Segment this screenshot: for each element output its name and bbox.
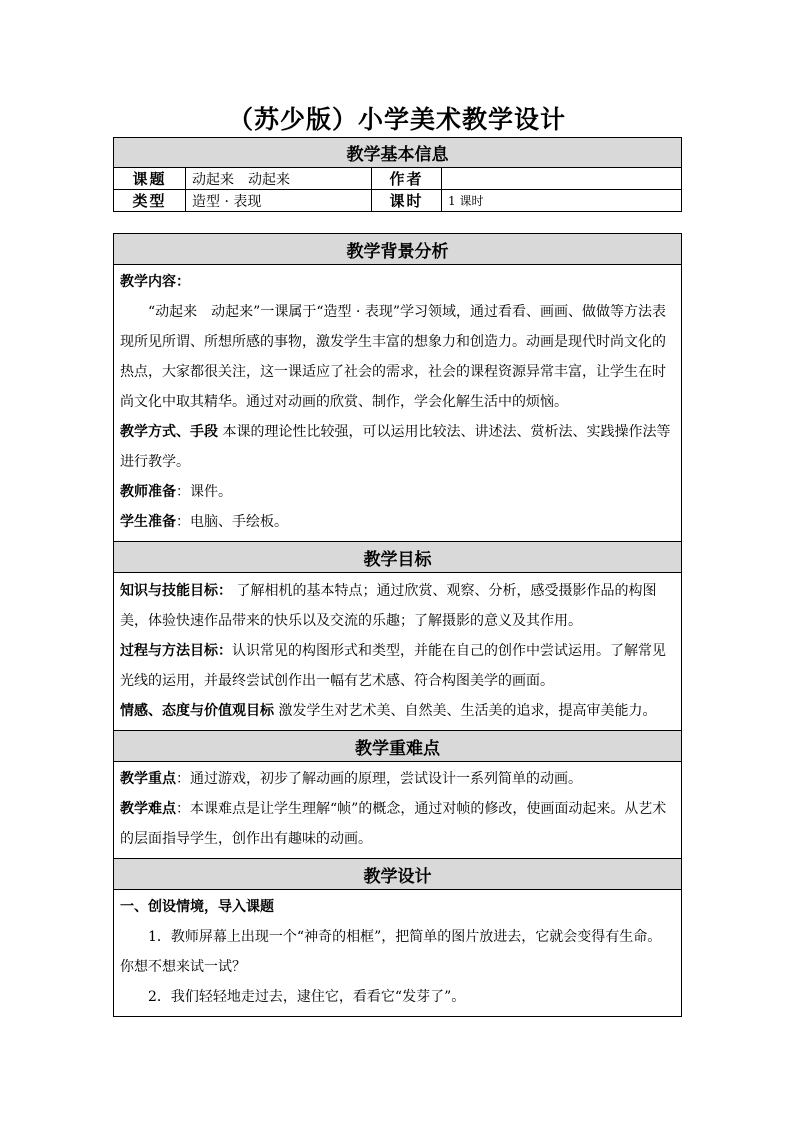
design-header: 教学设计 xyxy=(114,859,682,890)
process-paragraph xyxy=(120,636,675,696)
key-paragraph xyxy=(120,764,675,794)
process-label: 过程与方法目标： xyxy=(120,642,232,659)
design-section-1: 一、创设情境，导入课题 xyxy=(120,899,274,915)
key-label: 教学重点 xyxy=(120,771,176,787)
type-value: 造型 · 表现 xyxy=(186,190,372,212)
student-paragraph xyxy=(120,507,675,537)
method-label: 教学方式、手段 xyxy=(120,424,218,440)
process-text: 认识常见的构图形式和类型，并能在自己的创作中尝试运用。了解常见光线的运用，并最终尝试创作出一幅有艺术感、符合构图美学的画面。 xyxy=(120,642,666,689)
method-paragraph xyxy=(120,417,675,477)
difficult-label: 教学难点 xyxy=(120,801,176,817)
design-step-2: 2．我们轻轻地走过去，逮住它，看看它“发芽了”。 xyxy=(148,989,466,1005)
key-text: ：通过游戏，初步了解动画的原理，尝试设计一系列简单的动画。 xyxy=(176,771,582,787)
difficult-text: ：本课难点是让学生理解“帧”的概念，通过对帧的修改，使画面动起来。从艺术的层面指导学生，创作出有趣味的动画。 xyxy=(120,801,667,847)
student-label: 学生准备 xyxy=(120,514,176,530)
author-label: 作者 xyxy=(372,168,442,190)
page-title: （苏少版）小学美术教学设计 xyxy=(227,105,566,134)
type-label: 类型 xyxy=(114,190,186,212)
basic-info-table xyxy=(113,137,682,212)
background-header: 教学背景分析 xyxy=(114,234,682,265)
goals-body xyxy=(114,573,682,731)
emotion-text: 激发学生对艺术美、自然美、生活美的追求，提高审美能力。 xyxy=(274,702,657,719)
knowledge-label: 知识与技能目标： xyxy=(120,582,232,599)
content-text: “动起来 动起来”一课属于“造型 · 表现”学习领域，通过看看、画画、做做等方法表现所见所谓、所想所感的事物，激发学生丰富的想象力和创造力。动画是现代时尚文化的热点，大家都很关注，这一课适应了社会的需求，社会的课程资源异常丰富，让学生在时尚文化中取其精华。通过对动画的欣赏、制作，学会化解生活中的烦恼。 xyxy=(120,304,666,410)
author-value xyxy=(442,168,682,190)
difficult-paragraph xyxy=(120,794,675,854)
student-text: ：电脑、手绘板。 xyxy=(176,514,288,530)
design-step-1: 1．教师屏幕上出现一个“神奇的相框”，把简单的图片放进去，它就会变得有生命。你想不想来试一试？ xyxy=(120,929,662,975)
knowledge-paragraph xyxy=(120,576,675,636)
teacher-text: ：课件。 xyxy=(176,484,232,500)
teacher-label: 教师准备 xyxy=(120,484,176,500)
main-table xyxy=(113,233,682,1017)
emotion-label: 情感、态度与价值观目标 xyxy=(120,702,274,719)
hours-label: 课时 xyxy=(372,190,442,212)
hours-value: 1 课时 xyxy=(442,190,682,212)
keypoints-body xyxy=(114,762,682,859)
topic-label: 课题 xyxy=(114,168,186,190)
teacher-paragraph xyxy=(120,477,675,507)
keypoints-header: 教学重难点 xyxy=(114,731,682,762)
topic-value: 动起来 动起来 xyxy=(186,168,372,190)
knowledge-text: 了解相机的基本特点；通过欣赏、观察、分析，感受摄影作品的构图美，体验快速作品带来的快乐以及交流的乐趣；了解摄影的意义及其作用。 xyxy=(120,582,657,629)
background-body xyxy=(114,265,682,542)
basic-info-header: 教学基本信息 xyxy=(114,138,682,168)
content-label: 教学内容： xyxy=(120,274,190,290)
goals-header: 教学目标 xyxy=(114,542,682,573)
emotion-paragraph xyxy=(120,696,675,726)
design-body xyxy=(114,890,682,1017)
method-text: 本课的理论性比较强，可以运用比较法、讲述法、赏析法、实践操作法等进行教学。 xyxy=(120,424,671,470)
